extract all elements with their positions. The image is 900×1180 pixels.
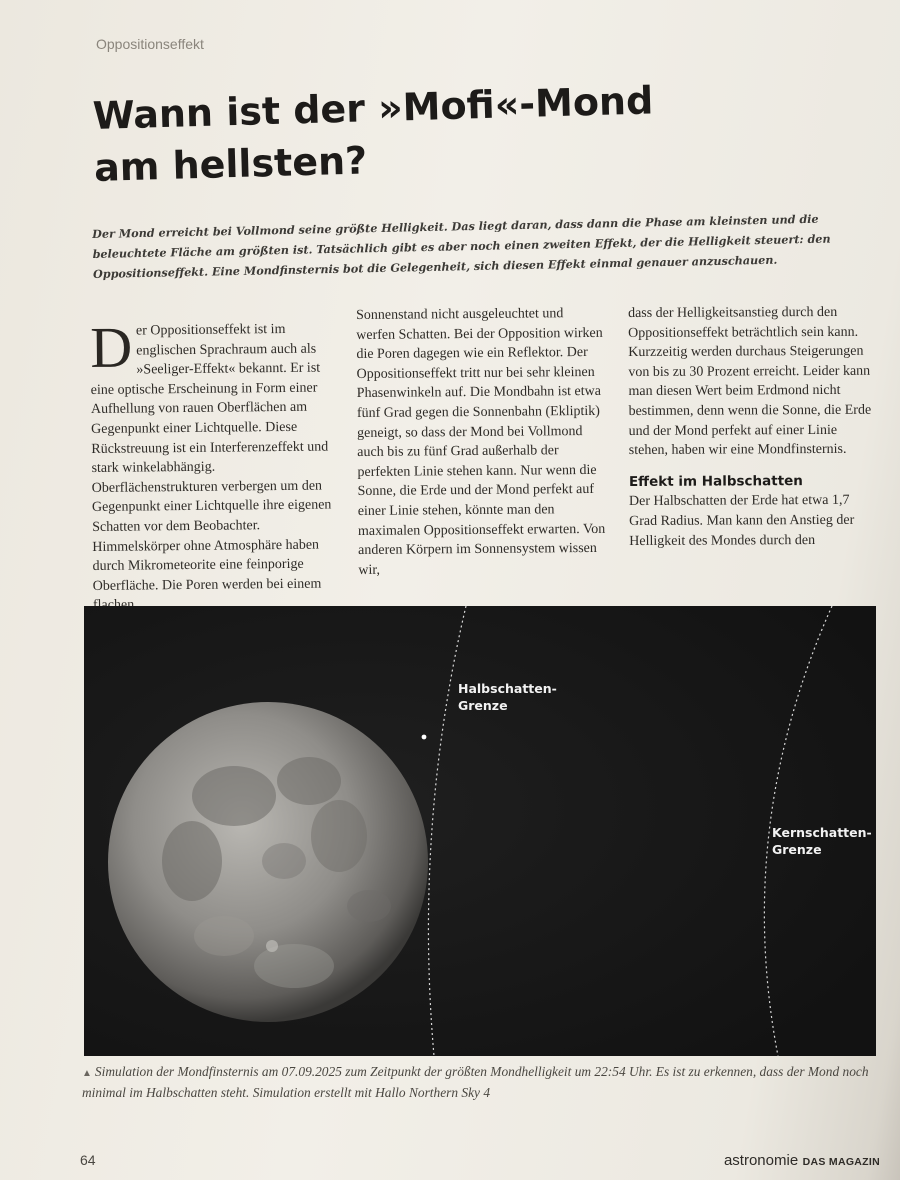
moon (108, 702, 428, 1022)
column-3-text-2: Der Halbschatten der Erde hat etwa 1,7 Grad Radius. Man kann den Anstieg der Helligkeit des Mondes durch den (628, 493, 855, 549)
caption-triangle-icon: ▲ (82, 1068, 92, 1079)
column-3-text: dass der Helligkeitsanstieg durch den Oppositionseffekt beträchtlich sein kann. Kurzzeitig werden durchaus Steigerungen von bis zu 30 Prozent erreicht. Leider kann man diesen Wert beim Erdmond nicht bestimmen, denn wenn die Sonne, die Erde und der Mond perfekt auf einer Linie stehen, haben wir eine Mondfinsternis. (628, 304, 872, 459)
opposition-point-marker (422, 735, 427, 740)
text-column-2 (356, 304, 606, 580)
umbra-label: Kernschatten- Grenze (772, 825, 872, 857)
caption-text: Simulation der Mondfinsternis am 07.09.2025 zum Zeitpunkt der größten Mondhelligkeit um 22:54 Uhr. Es ist zu erkennen, dass der Mond noch minimal im Halbschatten steht. Simulation erstellt mit Hallo Northern Sky 4 (82, 1064, 869, 1100)
eclipse-illustration (84, 606, 876, 1056)
article-title (92, 73, 715, 194)
column-2-text: Sonnenstand nicht ausgeleuchtet und werfen Schatten. Bei der Opposition wirken die Poren dagegen wie ein Reflektor. Der Oppositionseffekt tritt nur bei sehr kleinen Phasenwinkeln auf. Die Mondbahn ist etwa fünf Grad gegen die Sonnenbahn (Ekliptik) geneigt, so dass der Mond bei Vollmond auch bis zu fünf Grad außerhalb der perfekten Linie stehen kann. Nur wenn die Sonne, die Erde und der Mond perfekt auf einer Linie stehen, könnte man den maximalen Oppositionseffekt erwarten. Von anderen Körpern im Sonnensystem wissen wir, (356, 306, 606, 578)
title-line-2: am hellsten? (93, 138, 368, 190)
figure-caption (82, 1062, 872, 1102)
magazine-name: astronomie (723, 1152, 799, 1169)
penumbra-label: Halbschatten- Grenze (458, 681, 557, 713)
title-line-1: Wann ist der »Mofi«-Mond (92, 78, 654, 138)
magazine-subtitle: DAS MAGAZIN (802, 1156, 880, 1168)
text-column-1 (89, 314, 335, 615)
article-lead: Der Mond erreicht bei Vollmond seine größte Helligkeit. Das liegt daran, dass dann die Phase am kleinsten und die beleuchtete Fläche am größten ist. Tatsächlich gibt es aber noch einen zweiten Effekt, der die Helligkeit steuert: den Oppositionseffekt. Eine Mondfinsternis bot die Gelegenheit, sich diesen Effekt einmal genauer anzuschauen. (92, 211, 831, 281)
column-1-text: er Oppositionseffekt ist im englischen Sprachraum auch als »Seeliger-Effekt« bekannt. Er ist eine optische Erscheinung in Form einer Aufhellung von rauen Oberflächen am Gegenpunkt einer Lichtquelle. Diese Rückstreuung ist ein Interferenzeffekt und stark winkelabhängig. Oberflächenstrukturen verbergen um den Gegenpunkt einer Lichtquelle ihre eigenen Schatten vor dem Beobachter. Himmelskörper ohne Atmosphäre haben durch Mikrometeorite eine feinporige Oberfläche. Die Poren werden bei einem (90, 321, 332, 594)
eclipse-simulation-figure (84, 606, 876, 1056)
section-label: Oppositionseffekt (96, 36, 204, 52)
page-number: 64 (80, 1152, 96, 1168)
subheading: Effekt im Halbschatten (628, 472, 803, 490)
drop-cap: D (89, 314, 133, 380)
magazine-footer-logo (724, 1152, 880, 1170)
text-column-3 (628, 303, 873, 551)
